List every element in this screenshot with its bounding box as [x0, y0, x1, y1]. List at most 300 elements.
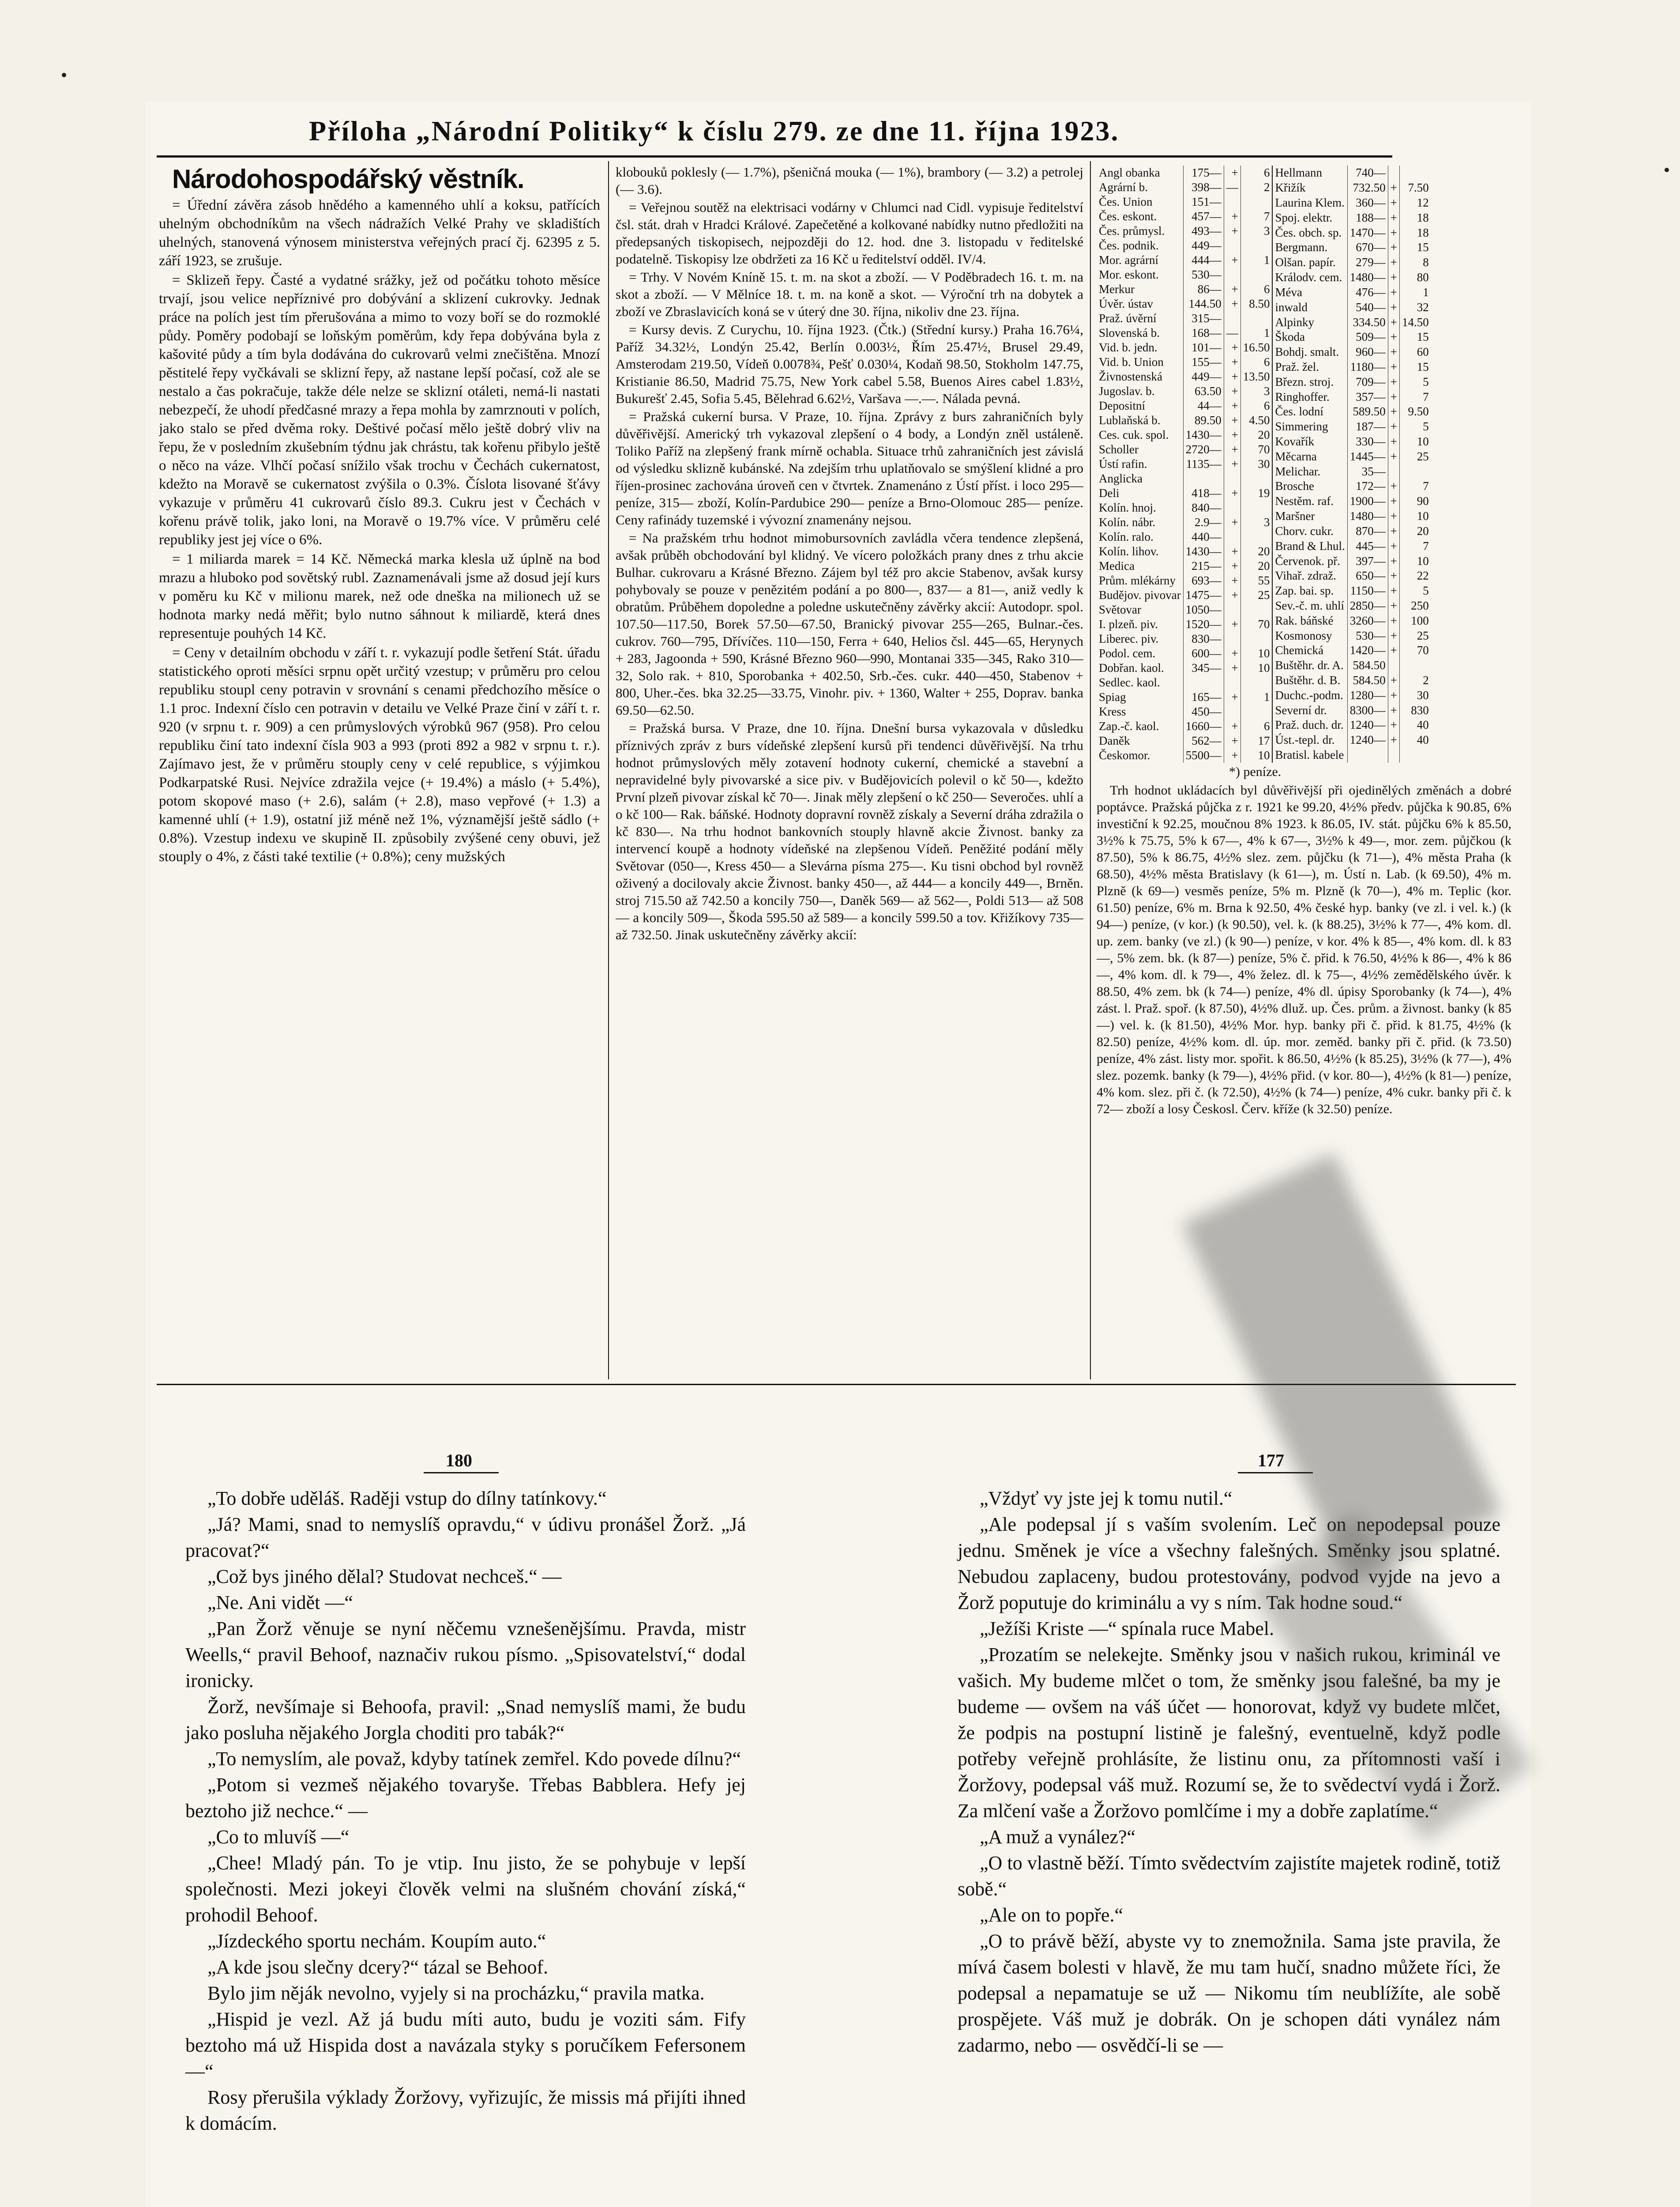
- quote-change: +: [1388, 628, 1399, 643]
- quote-row: [1097, 530, 1272, 544]
- quote-row: [1272, 539, 1431, 554]
- quote-price: 449—: [1183, 369, 1224, 384]
- quote-name: Čes. obch. sp.: [1275, 226, 1342, 239]
- quote-row: [1272, 315, 1431, 330]
- quote-price: 168—: [1183, 326, 1224, 340]
- quote-change: 20: [1399, 524, 1431, 539]
- quote-change: [1240, 238, 1272, 253]
- quote-price: 960—: [1347, 345, 1388, 360]
- quote-change: 7: [1240, 209, 1272, 224]
- quote-row: [1097, 646, 1272, 661]
- quote-name: Chemická: [1275, 644, 1323, 657]
- quote-change: 10: [1399, 434, 1431, 449]
- paragraph: Rosy přerušila výklady Žoržovy, vyřizujíc, že missis má přijíti ihned k domácím.: [185, 2086, 746, 2134]
- quote-row: [1272, 658, 1431, 673]
- quote-row: [1272, 733, 1431, 748]
- quote-change: +: [1224, 442, 1240, 457]
- article: Trh hodnot ukládacích byl důvěřivější při ojedinělých změnách a dobré poptávce. Pražská půjčka z r. 1921 ke 99.20, 4½% předv. půjčka k 90.85, 6% investiční k 92.25, moučnou 8% 1923. k 86.05, IV. stát. půjčku 6% k 85.50, 3½% k 75.75, 5% k 67—, 4% k 67—, 3½% k 49—, mor. zem. půjčkou (k 87.50), 5% k 86.75, 4½% slez. zem. půjčku (k 71—), 4% města Praha (k 68.50), 4½% města Bratislavy (k 61—), m. Ústí n. Lab. (k 69.50), 4% m. Plzně (k 69—) vesměs peníze, 5% m. Plzně (k 70—), 4% m. Teplic (kor. 61.50) peníze, 6% m. Brna k 92.50, 4% české hyp. banky (ve zl. i vel. k.) (k 94—) peníze, (v kor.) (k 90.50), vel. k. (k 88.25), 3½% k 77—, 4% kom. dl. up. zem. banky (ve zl.) (k 90—) peníze, v kor. 4% k 85—, 4% kom. dl. k 83—, 5% zem. bk. (k 87—) peníze, 5% č. přid. k 76.50, 4½% k 86—, 4% k 86—, 4% kom. dl. k 79—, 4% želez. dl. k 75—, 4½% zemědělského úvěr. k 88.50, 4% zem. bk (k 74—) peníze, 4% dl. úpisy Sporobanky (k 74—), 4% zást. l. Praž. spoř. (k 87.50), 4½% dluž. up. Čes. prům. a živnost. banky (k 85—) vel. k. (k 81.50), 4½% Mor. hyp. banky při č. přid. k 81.75, 4½% (k 82.50) peníze, 4½% kom. dl. úp. mor. zeměd. banky při č. přid. (k 73.50) peníze, 4% zást. listy mor. spořit. k 86.50, 4½% (k 85.25), 3½% (k 77—), 4% slez. pozemk. banky (k 79—), 4½% přid. (v kor. 80—), 4½% (k 81—) peníze, 4% kom. slez. při č. (k 72.50), 4½% (k 74—) peníze, 4% cukr. banky při č. k 72— zboží a losy Českosl. Červ. kříže (k 32.50) peníze.: [1097, 783, 1511, 1116]
- quote-row: [1097, 428, 1272, 442]
- quote-name: Daněk: [1099, 734, 1130, 747]
- quote-name: Ringhoffer.: [1275, 390, 1330, 403]
- quote-name: Sev.-č. m. uhlí: [1275, 599, 1344, 612]
- column-market-news: [616, 163, 1083, 1382]
- quote-change: +: [1224, 559, 1240, 573]
- quote-row: [1097, 369, 1272, 384]
- quote-row: [1097, 238, 1272, 253]
- quote-row: [1272, 240, 1431, 255]
- quote-price: 330—: [1347, 434, 1388, 449]
- quote-row: [1097, 399, 1272, 413]
- paragraph: „Pan Žorž věnuje se nyní něčemu vznešenějšímu. Pravda, mistr Weells,“ pravil Behoof, naznačiv rukou písmo. „Spisovatelství,“ dodal ironicky.: [185, 1618, 746, 1691]
- article: = Pražská bursa. V Praze, dne 10. října. Dnešní bursa vykazovala v důsledku příznivých zpráv z burs vídeňské zlepšení kursů při tendenci důvěřivější. Na trhu hodnot průmyslových měly zotavení hodnoty cukerní, chemické a stavební a nepravidelné byly pivovarské a sice piv. v Budějovicích polevil o kč 50—, kdežto První plzeň pivovar získal kč 70—. Jinak měly zlepšení o kč 250— Severočes. uhlí a o kč 100— Rak. báňské. Hodnoty dopravní rovněž získaly a Severní dráha zdražila o kč 830—. Na trhu hodnot bankovních stouply hlavně akcie Živnost. banky za intervencí koupě a hodnoty vídeňské na zlepšenou Vídeň. Peněžité podání měly Světovar (050—, Kress 450— a Slevárna písma 275—. Ku tisni obchod byl rovněž oživený a docilovaly akcie Živnost. banky 450—, až 444— a koncily 449—, Brněn. stroj 715.50 až 742.50 a koncily 750—, Daněk 569— až 562—, Poldi 513— až 508— a koncily 509—, Škoda 595.50 až 589— a koncily 599.50 a tov. Křižíkovy 735— až 732.50. Jinak uskutečněny závěrky akcií:: [616, 720, 1083, 942]
- column-economic-bulletin: [159, 163, 600, 1382]
- quote-change: +: [1388, 688, 1399, 703]
- quote-change: +: [1388, 181, 1399, 196]
- quote-row: [1272, 225, 1431, 240]
- paragraph: „Ale podepsal jí s vaším svolením. Leč on nepodepsal pouze jednu. Směnek je více a všechny falešných. Směnky jsou splatné. Nebudou zaplaceny, budou protestovány, podvod vyjde na jevo a Žorž poputuje do kriminálu a vy s ním. Tak hodne soud.“: [958, 1514, 1500, 1613]
- quote-change: +: [1224, 340, 1240, 355]
- story-page-left: [185, 1485, 746, 2207]
- quote-name: Bratisl. kabele: [1275, 748, 1344, 762]
- quote-price: 345—: [1183, 661, 1224, 675]
- quote-row: [1097, 515, 1272, 530]
- quote-row: [1272, 613, 1431, 628]
- quote-change: +: [1224, 646, 1240, 661]
- quote-price: 1280—: [1347, 688, 1388, 703]
- paragraph: „Což bys jiného dělal? Studovat nechceš.“ —: [207, 1566, 562, 1587]
- quote-row: [1272, 748, 1431, 763]
- quote-price: [1347, 748, 1388, 763]
- quote-change: [1388, 748, 1399, 763]
- quote-change: [1224, 501, 1240, 515]
- quote-change: +: [1224, 748, 1240, 763]
- quote-change: 25: [1240, 588, 1272, 603]
- quote-price: 584.50: [1347, 673, 1388, 688]
- quote-change: 9.50: [1399, 404, 1431, 419]
- quote-price: [1183, 471, 1224, 486]
- quote-row: [1097, 311, 1272, 326]
- quote-name: Králodv. cem.: [1275, 271, 1342, 284]
- quote-change: +: [1388, 718, 1399, 733]
- quote-price: 740—: [1347, 166, 1388, 181]
- quote-price: 89.50: [1183, 413, 1224, 428]
- quote-change: [1240, 704, 1272, 719]
- quote-price: 144.50: [1183, 297, 1224, 311]
- article: = Pražská cukerní bursa. V Praze, 10. října. Zprávy z burs zahraničních byly důvěřivější. Americký trh vykazoval zlepšení o 4 body, a Londýn zněl ustáleně. Toliko Paříž na zlepšený frank mírně ochabla. Situace trhů zahraničních jest závislá od výsledku sklizně kubánské. Na zdejším trhu uplatňovalo se smýšlení klidné a pro říjen-prosinec zachována úroveň cen v čtvrtek. Znamenáno z Ústí příst. i loco 295— peníze, 315— zboží, Kolín-Pardubice 290— peníze a Brno-Olomouc 285— peníze. Ceny rafinády tuzemské i vývozní znamenány nejsou.: [616, 409, 1083, 527]
- quote-change: +: [1224, 690, 1240, 704]
- quote-row: [1097, 180, 1272, 195]
- quote-change: —: [1224, 180, 1240, 195]
- quote-row: [1272, 360, 1431, 375]
- quote-change: 18: [1399, 225, 1431, 240]
- quote-price: 840—: [1183, 501, 1224, 515]
- quote-price: 360—: [1347, 196, 1388, 211]
- quote-price: 493—: [1183, 224, 1224, 238]
- article: = Veřejnou soutěž na elektrisaci vodárny v Chlumci nad Cidl. vypisuje ředitelství čsl. stát. drah v Hradci Králové. Zapečetěné a kolkované nabídky nutno předložiti na předepsaných tiskopisech, nejpozději do 12. hod. dne 3. listopadu v ředitelské podatelně. Tiskopisy lze obdržeti za 16 Kč u ředitelství odděl. IV/4.: [616, 200, 1083, 267]
- quote-price: 693—: [1183, 573, 1224, 588]
- quote-price: 398—: [1183, 180, 1224, 195]
- quote-row: [1272, 374, 1431, 389]
- section-title: Národohospodářský věstník.: [172, 164, 524, 194]
- quote-price: 830—: [1183, 632, 1224, 646]
- quote-name: Lublaňská b.: [1099, 414, 1161, 427]
- quote-row: [1272, 688, 1431, 703]
- quote-row: [1272, 285, 1431, 300]
- quote-change: [1388, 464, 1399, 479]
- quote-name: Úvěr. ústav: [1099, 297, 1153, 310]
- quote-change: [1399, 166, 1431, 181]
- quote-change: 25: [1399, 449, 1431, 464]
- quotes-table-right: [1272, 166, 1431, 763]
- quote-change: +: [1388, 673, 1399, 688]
- quote-price: 449—: [1183, 238, 1224, 253]
- quote-name: Angl obanka: [1099, 166, 1160, 179]
- quote-change: 60: [1399, 345, 1431, 360]
- quote-row: [1272, 255, 1431, 270]
- quote-change: +: [1388, 225, 1399, 240]
- quote-row: [1097, 486, 1272, 501]
- quote-row: [1272, 330, 1431, 345]
- quote-name: Zap. bai. sp.: [1275, 584, 1334, 598]
- quote-change: +: [1388, 345, 1399, 360]
- quote-row: [1272, 643, 1431, 658]
- quote-change: 25: [1399, 628, 1431, 643]
- quote-name: Brand & Lhul.: [1275, 539, 1345, 553]
- quote-row: [1272, 494, 1431, 509]
- quote-name: Alpinky: [1275, 315, 1314, 329]
- paragraph: „Ne. Ani vidět —“: [207, 1592, 353, 1613]
- quote-row: [1272, 569, 1431, 584]
- quote-name: Kolín. hnoj.: [1099, 501, 1156, 514]
- quote-change: 1: [1240, 326, 1272, 340]
- quote-row: [1272, 181, 1431, 196]
- quote-change: [1240, 501, 1272, 515]
- paragraph: „Já? Mami, snad to nemyslíš opravdu,“ v údivu pronášel Žorž. „Já pracovat?“: [185, 1514, 746, 1561]
- quote-change: 32: [1399, 300, 1431, 315]
- quote-change: [1224, 675, 1240, 690]
- quote-change: 20: [1240, 428, 1272, 442]
- quote-name: Kovařík: [1275, 435, 1314, 448]
- quote-change: [1399, 748, 1431, 763]
- quote-change: [1224, 195, 1240, 209]
- quote-name: Červenok. př.: [1275, 554, 1341, 568]
- quote-change: 20: [1240, 544, 1272, 559]
- quote-price: 457—: [1183, 209, 1224, 224]
- paragraph: Žorž, nevšímaje si Behoofa, pravil: „Snad nemyslíš mami, že budu jako posluha nějakého Jorgla choditi pro tabák?“: [185, 1696, 746, 1744]
- paragraph: „Chee! Mladý pán. To je vtip. Inu jisto, že se pohybuje v lepší společnosti. Mezi jokeyi člověk velmi na slušném chování získá,“ prohodil Behoof.: [185, 1852, 746, 1926]
- quote-name: Čes. Union: [1099, 195, 1153, 208]
- quote-name: Světovar: [1099, 603, 1141, 616]
- quote-row: [1097, 195, 1272, 209]
- quote-change: +: [1224, 297, 1240, 311]
- quote-change: 6: [1240, 282, 1272, 297]
- quote-price: 155—: [1183, 355, 1224, 369]
- quote-change: +: [1224, 428, 1240, 442]
- quote-change: 250: [1399, 599, 1431, 614]
- quote-change: [1240, 530, 1272, 544]
- quote-change: +: [1224, 515, 1240, 530]
- quote-price: 8300—: [1347, 703, 1388, 718]
- quote-row: [1097, 384, 1272, 399]
- quote-change: 3: [1240, 384, 1272, 399]
- quote-price: 562—: [1183, 734, 1224, 748]
- quote-change: 13.50: [1240, 369, 1272, 384]
- quote-name: I. plzeň. piv.: [1099, 618, 1158, 631]
- quote-price: 1480—: [1347, 270, 1388, 285]
- quote-name: Křižík: [1275, 181, 1306, 195]
- quote-name: Slovenská b.: [1099, 326, 1160, 339]
- quote-price: 2.9—: [1183, 515, 1224, 530]
- article: = Ceny v detailním obchodu v září t. r. vykazují podle šetření Stát. úřadu statistického oproti měsíci srpnu opět určitý vzestup; v průměru pro celou republiku stoupl ceny potravin v srovnání s cenami předchozího měsíce o 1.1 proc. Indexní číslo cen potravin v detailu ve Velké Praze činí v září t. r. 920 (v srpnu t. r. 909) a cen průmyslových výrobků 967 (958). Pro celou republiku činí tato indexní čísla 903 a 993 (proti 892 a 982 v srpnu t. r.). Zajímavo jest, že v průměru stouply ceny v celé republice, s výjimkou Podkarpatské Rusi. Nejvíce zdražila vejce (+ 19.4%) a máslo (+ 5.4%), potom skopové maso (+ 2.6), salám (+ 2.8), maso vepřové (+ 1.3) a kamenné uhlí (+ 1.9), ostatní již méně než 1%, významější ještě sádlo (+ 0.8%). Vzestup indexu ve skupině II. způsobily zvýšené ceny obuvi, jež stouply o 4%, z části také textilie (+ 0.8%); ceny mužských: [159, 645, 600, 865]
- quote-row: [1097, 209, 1272, 224]
- quote-change: 70: [1399, 643, 1431, 658]
- quote-price: 1470—: [1347, 225, 1388, 240]
- quote-name: Praž. úvěrní: [1099, 312, 1157, 325]
- quote-change: 6: [1240, 355, 1272, 369]
- quote-change: +: [1224, 719, 1240, 734]
- quote-name: Rak. báňské: [1275, 614, 1334, 627]
- paragraph: „To dobře uděláš. Raději vstup do dílny tatínkovy.“: [207, 1488, 607, 1509]
- quote-change: +: [1224, 369, 1240, 384]
- quote-change: +: [1388, 509, 1399, 524]
- quote-row: [1097, 734, 1272, 748]
- quote-change: +: [1224, 209, 1240, 224]
- quote-change: +: [1224, 413, 1240, 428]
- paragraph: „Ale on to popře.“: [980, 1904, 1123, 1926]
- quote-price: 444—: [1183, 253, 1224, 267]
- quote-change: [1224, 603, 1240, 617]
- quote-change: +: [1388, 255, 1399, 270]
- quote-price: 440—: [1183, 530, 1224, 544]
- quote-row: [1097, 748, 1272, 763]
- quote-change: +: [1224, 661, 1240, 675]
- quote-name: Méva: [1275, 285, 1302, 299]
- quote-change: +: [1388, 494, 1399, 509]
- quote-name: Kolín. nábr.: [1099, 516, 1156, 529]
- quote-price: 215—: [1183, 559, 1224, 573]
- quote-name: Škoda: [1275, 330, 1305, 344]
- article: = Trhy. V Novém Kníně 15. t. m. na skot a zboží. — V Poděbradech 16. t. m. na skot a zboží. — V Mělníce 18. t. m. na koně a skot. — Výroční trh na dobytek a zboží ve Zbraslavicích koná se v úterý dne 30. října, nikoliv dne 23. října.: [616, 269, 1083, 319]
- quote-change: [1240, 675, 1272, 690]
- quote-name: Čes. podnik.: [1099, 239, 1159, 252]
- quote-price: 1900—: [1347, 494, 1388, 509]
- quote-row: [1097, 544, 1272, 559]
- quote-change: [1240, 267, 1272, 282]
- paragraph: „O to vlastně běží. Tímto svědectvím zajistíte majetek rodině, totiž sobě.“: [958, 1852, 1500, 1900]
- quote-price: 63.50: [1183, 384, 1224, 399]
- quote-name: Ústí rafin.: [1099, 457, 1147, 471]
- quote-price: 732.50: [1347, 181, 1388, 196]
- quote-change: +: [1224, 399, 1240, 413]
- article: = Sklizeň řepy. Časté a vydatné srážky, jež od počátku tohoto měsíce trvají, jsou velice nepříznivé pro dobývání a sklizení cukrovky. Jednak práce na polích jest tím přerušována a mimo to vozy boří se do rozmoklé půdy. Poměry podobají se loňským poměrům, kdy řepa dobývána byla z kašovité půdy a tím byla dodávána do cukrovarů velmi znečištěna. Mnozí pěstitelé řepy vyčkávali se sklizní řepy, až nastane lepší počasí, což ale se nestalo a čas pokračuje, takže déle nelze se sklizní otáleti, nemá-li nastati nebezpečí, že uhodí předčasné mrazy a řepa mohla by zamrznouti v polích, jako stalo se před dvěma roky. Deštivé počasí mělo ještě dobrý vliv na řepu, že v posledním zkušebním týdnu jak chrástu, tak kořenu přibylo ještě o něco na váze. Vlhčí počasí snížilo však trochu v Čechách cukernatost, kdežto na Moravě se cukernatost zvýšila o 0.3%. Číslota lisované šťávy vykazuje v průměru 41 cukrovarů číslo 89.3. Cukru jest v Čechách v kořenu právě tolik, jako loni, na Moravě o 19.7% více. V průměru celé republiky jest jej více o 6%.: [159, 272, 600, 548]
- quote-name: Kress: [1099, 705, 1126, 718]
- quote-name: Simmering: [1275, 420, 1328, 433]
- quote-change: +: [1388, 315, 1399, 330]
- quote-price: 1475—: [1183, 588, 1224, 603]
- quote-change: 2: [1240, 180, 1272, 195]
- quote-price: 165—: [1183, 690, 1224, 704]
- quote-change: +: [1388, 389, 1399, 404]
- quote-change: 19: [1240, 486, 1272, 501]
- quote-row: [1097, 661, 1272, 675]
- quote-change: [1240, 195, 1272, 209]
- quote-price: 1420—: [1347, 643, 1388, 658]
- quote-name: Buštěhr. dr. A.: [1275, 659, 1344, 672]
- quote-row: [1097, 282, 1272, 297]
- quote-change: 90: [1399, 494, 1431, 509]
- quote-change: +: [1224, 486, 1240, 501]
- print-dot: [1665, 168, 1669, 172]
- quote-name: Brosche: [1275, 479, 1314, 493]
- quote-name: Bergmann.: [1275, 241, 1328, 254]
- quote-change: [1240, 632, 1272, 646]
- quote-price: 397—: [1347, 554, 1388, 569]
- quote-change: 14.50: [1399, 315, 1431, 330]
- quote-change: 30: [1240, 457, 1272, 471]
- paragraph: „O to právě běží, abyste vy to znemožnila. Sama jste pravila, že mívá časem bolesti v hlavě, že mu tam hučí, snadno můžete říci, že podepsal a nepamatuje se už — Nikomu tím neublížíte, ale sobě prospějete. Váš muž je dobrák. On je schopen dáti vynález nám zadarmo, nebo — osvědčí-li se —: [958, 1930, 1500, 2056]
- quote-change: +: [1388, 404, 1399, 419]
- quote-change: 100: [1399, 613, 1431, 628]
- quote-row: [1272, 673, 1431, 688]
- quote-row: [1097, 326, 1272, 340]
- quote-row: [1097, 340, 1272, 355]
- quote-price: 509—: [1347, 330, 1388, 345]
- quote-name: Chorv. cukr.: [1275, 524, 1334, 538]
- quote-name: Severní dr.: [1275, 703, 1327, 717]
- quote-change: 3: [1240, 515, 1272, 530]
- quotes-tables: [1097, 166, 1511, 763]
- quote-row: [1097, 442, 1272, 457]
- quote-change: 80: [1399, 270, 1431, 285]
- quote-change: +: [1224, 544, 1240, 559]
- quote-name: Scholler: [1099, 443, 1139, 456]
- quote-change: +: [1224, 734, 1240, 748]
- quote-name: Agrární b.: [1099, 181, 1148, 194]
- quote-name: Podol. cem.: [1099, 647, 1156, 660]
- quote-change: +: [1388, 270, 1399, 285]
- quote-row: [1272, 464, 1431, 479]
- quote-change: 5: [1399, 584, 1431, 599]
- quote-change: 7: [1399, 389, 1431, 404]
- quote-name: Kosmonosy: [1275, 629, 1332, 642]
- paragraph: Bylo jim něják nevolno, vyjely si na procházku,“ pravila matka.: [207, 1982, 705, 2004]
- quote-name: Praž. žel.: [1275, 360, 1319, 373]
- quote-row: [1272, 419, 1431, 434]
- quote-name: Měcarna: [1275, 449, 1317, 463]
- quote-name: Maršner: [1275, 509, 1315, 523]
- quote-name: Medica: [1099, 559, 1135, 572]
- quote-name: Nestěm. raf.: [1275, 494, 1334, 508]
- quote-change: [1388, 658, 1399, 673]
- quote-name: Vid. b. Union: [1099, 355, 1164, 369]
- quote-change: 18: [1399, 210, 1431, 225]
- quote-name: Praž. duch. dr.: [1275, 718, 1344, 732]
- column-rule: [608, 161, 609, 1379]
- quote-price: 476—: [1347, 285, 1388, 300]
- quote-change: 1: [1240, 690, 1272, 704]
- quote-price: 35—: [1347, 464, 1388, 479]
- quote-price: 175—: [1183, 166, 1224, 180]
- paragraph: „Vždyť vy jste jej k tomu nutil.“: [980, 1488, 1233, 1509]
- quote-row: [1097, 617, 1272, 632]
- quote-change: 15: [1399, 240, 1431, 255]
- quote-row: [1097, 588, 1272, 603]
- quote-price: 101—: [1183, 340, 1224, 355]
- quote-name: inwald: [1275, 300, 1308, 314]
- quote-price: 5500—: [1183, 748, 1224, 763]
- quote-price: 709—: [1347, 374, 1388, 389]
- quote-price: 1660—: [1183, 719, 1224, 734]
- quote-name: Vid. b. jedn.: [1099, 341, 1158, 354]
- footnote: *) peníze.: [1229, 765, 1282, 779]
- quote-row: [1097, 166, 1272, 180]
- quote-change: 1: [1240, 253, 1272, 267]
- quote-name: Ces. cuk. spol.: [1099, 428, 1169, 441]
- article: = Kursy devis. Z Curychu, 10. října 1923. (Čtk.) (Střední kursy.) Praha 16.76¼, Paříž 34.32½, Londýn 25.42, Berlín 0.003½, Řím 25.47½, Brusel 29.49, Amsterodam 219.50, Vídeň 0.0078¾, Pešť 0.030¼, Kodaň 98.50, Stokholm 147.75, Kristianie 86.50, Madrid 75.75, New York cabel 5.58, Buenos Aires cabel 1.83½, Bukurešť 2.45, Sofia 5.45, Bělehrad 6.62½, Varšava —.—. Nálada pevná.: [616, 322, 1083, 406]
- quote-name: Anglicka: [1099, 472, 1143, 485]
- quote-price: 870—: [1347, 524, 1388, 539]
- quote-name: Kolín. lihov.: [1099, 545, 1159, 558]
- quote-change: 20: [1240, 559, 1272, 573]
- quote-price: 445—: [1347, 539, 1388, 554]
- quote-change: 8: [1399, 255, 1431, 270]
- quote-row: [1272, 404, 1431, 419]
- quote-row: [1097, 704, 1272, 719]
- quote-change: [1224, 238, 1240, 253]
- quote-change: +: [1388, 360, 1399, 375]
- quote-price: 1240—: [1347, 718, 1388, 733]
- quote-change: [1399, 658, 1431, 673]
- quote-change: +: [1388, 643, 1399, 658]
- quote-name: Liberec. piv.: [1099, 632, 1159, 645]
- quote-row: [1097, 267, 1272, 282]
- quote-change: +: [1388, 569, 1399, 584]
- paragraph: „Jízdeckého sportu nechám. Koupím auto.“: [207, 1930, 546, 1952]
- quote-name: Depositní: [1099, 399, 1145, 412]
- paragraph: „A muž a vynález?“: [980, 1826, 1136, 1848]
- quote-price: 530—: [1183, 267, 1224, 282]
- quote-change: 5: [1399, 374, 1431, 389]
- quote-change: [1240, 603, 1272, 617]
- quote-row: [1272, 554, 1431, 569]
- quote-name: Zap.-č. kaol.: [1099, 719, 1159, 733]
- quote-row: [1272, 196, 1431, 211]
- quote-change: 10: [1240, 748, 1272, 763]
- quote-change: 10: [1240, 646, 1272, 661]
- quote-price: 1150—: [1347, 584, 1388, 599]
- quote-change: +: [1388, 479, 1399, 494]
- quote-name: Spoj. elektr.: [1275, 211, 1333, 224]
- quote-change: 7: [1399, 479, 1431, 494]
- quote-change: 70: [1240, 442, 1272, 457]
- quote-price: 3260—: [1347, 613, 1388, 628]
- quote-change: +: [1388, 524, 1399, 539]
- quote-change: +: [1224, 457, 1240, 471]
- quote-price: 279—: [1347, 255, 1388, 270]
- quote-price: 418—: [1183, 486, 1224, 501]
- quote-change: 6: [1240, 719, 1272, 734]
- quote-name: Melichar.: [1275, 464, 1321, 478]
- quote-change: 5: [1399, 419, 1431, 434]
- quote-change: 10: [1240, 661, 1272, 675]
- quote-change: 22: [1399, 569, 1431, 584]
- quote-row: [1097, 719, 1272, 734]
- quote-name: Čes. eskont.: [1099, 210, 1157, 223]
- quote-change: +: [1224, 355, 1240, 369]
- quote-row: [1097, 675, 1272, 690]
- quote-row: [1097, 690, 1272, 704]
- quote-change: +: [1388, 449, 1399, 464]
